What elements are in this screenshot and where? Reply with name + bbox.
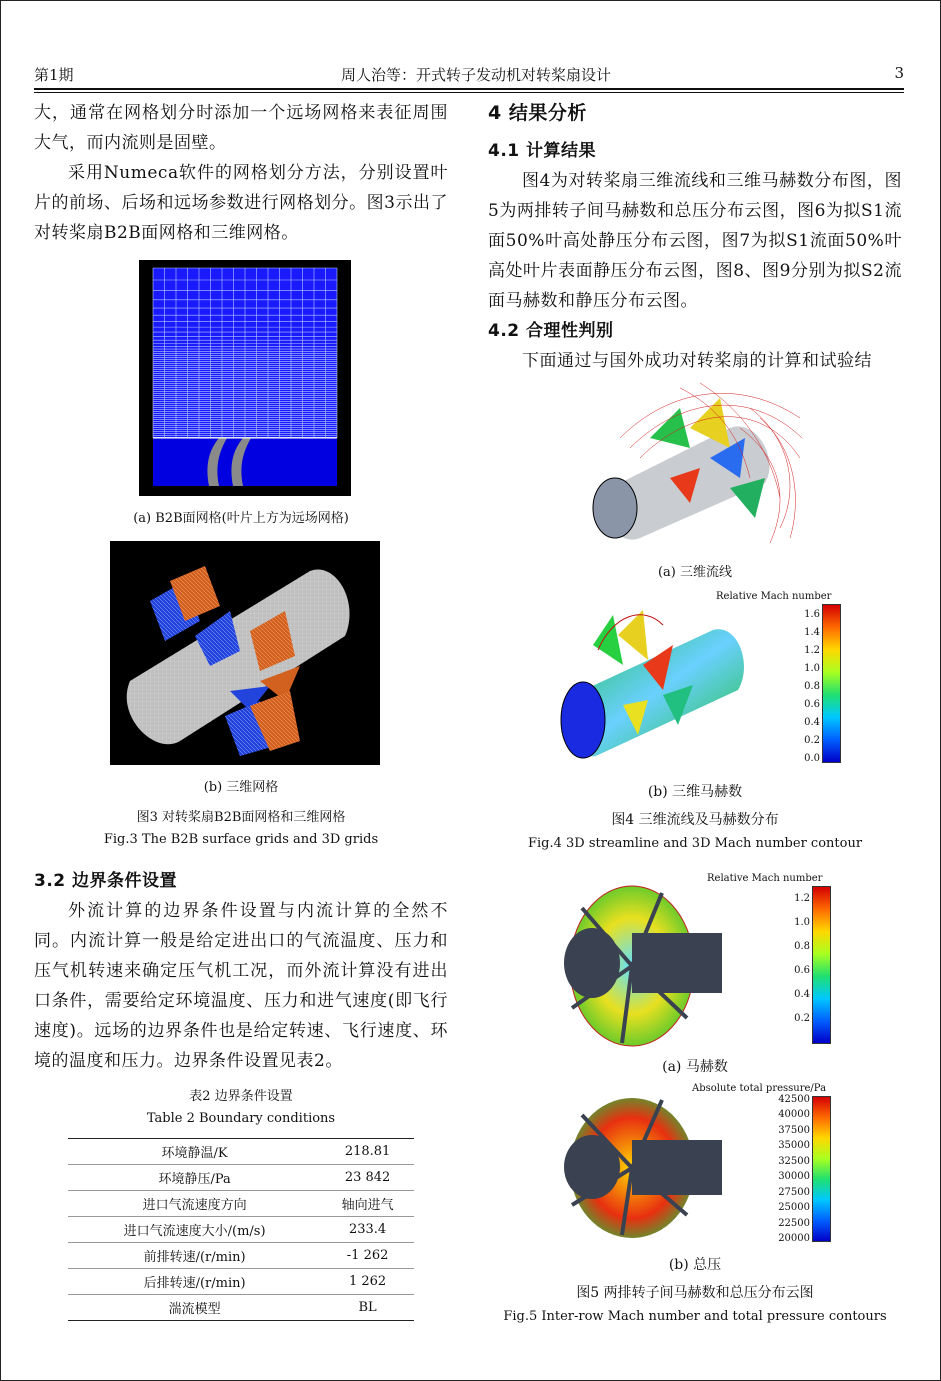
table-2-title-en: Table 2 Boundary conditions xyxy=(146,1111,336,1126)
colorbar-tick-label: 0.4 xyxy=(804,717,820,728)
table-row xyxy=(68,1269,414,1295)
figure-4-caption-cn: 图4 三维流线及马赫数分布 xyxy=(611,812,779,828)
right-column-top xyxy=(488,98,902,376)
table-cell: 进口气流速度方向 xyxy=(68,1191,321,1217)
table-cell: 进口气流速度大小/(m/s) xyxy=(68,1217,321,1243)
colorbar-tick-label: 1.4 xyxy=(804,627,820,638)
figure-4b-mach-contour xyxy=(553,605,753,765)
table-cell: BL xyxy=(321,1295,414,1321)
page-number: 3 xyxy=(894,64,904,82)
left-column-top xyxy=(34,98,448,248)
section-4-1-title: 4.1 计算结果 xyxy=(488,141,597,161)
section-3-2-title: 3.2 边界条件设置 xyxy=(34,871,178,891)
colorbar-tick-label: 1.6 xyxy=(804,609,820,620)
colorbar-tick-label: 32500 xyxy=(778,1155,810,1167)
figure-4a-streamlines xyxy=(580,378,806,550)
table-cell: 环境静压/Pa xyxy=(68,1165,321,1191)
colorbar-tick-label: 0.8 xyxy=(794,941,810,952)
boundary-conditions-table xyxy=(68,1138,414,1321)
colorbar-tick-label: 0.4 xyxy=(794,989,810,1000)
table-cell: 后排转速/(r/min) xyxy=(68,1269,321,1295)
fig5a-colorbar-title: Relative Mach number xyxy=(707,873,823,884)
fig5a-colorbar xyxy=(812,886,831,1044)
colorbar-tick-label: 40000 xyxy=(778,1109,810,1121)
colorbar-tick-label: 0.6 xyxy=(794,965,810,976)
table-row xyxy=(68,1191,414,1217)
colorbar-tick-label: 1.2 xyxy=(794,893,810,904)
table-cell: -1 262 xyxy=(321,1243,414,1269)
figure-4a-caption: (a) 三维流线 xyxy=(657,565,733,580)
issue-number: 第1期 xyxy=(34,66,74,84)
table-cell: 轴向进气 xyxy=(321,1191,414,1217)
table-row xyxy=(68,1139,414,1165)
colorbar-tick-label: 35000 xyxy=(778,1140,810,1152)
figure-3b-3d-grid xyxy=(110,541,380,765)
section-4-title: 4 结果分析 xyxy=(488,102,587,124)
colorbar-tick-label: 0.2 xyxy=(794,1013,810,1024)
streamline-image xyxy=(580,378,806,550)
table-cell: 218.81 xyxy=(321,1139,414,1165)
figure-3b-caption: (b) 三维网格 xyxy=(203,780,279,795)
colorbar-tick-label: 27500 xyxy=(778,1186,810,1198)
paragraph: 采用Numeca软件的网格划分方法，分别设置叶片的前场、后场和远场参数进行网格划分。图3示出了对转桨扇B2B面网格和三维网格。 xyxy=(34,163,448,243)
colorbar-tick-label: 1.0 xyxy=(804,663,820,674)
table-2 xyxy=(68,1138,414,1321)
inter-row-pressure-image xyxy=(562,1090,722,1240)
paragraph: 大，通常在网格划分时添加一个远场网格来表征周围大气，而内流则是固壁。 xyxy=(34,103,448,153)
colorbar-tick-label: 0.6 xyxy=(804,699,820,710)
inter-row-mach-image xyxy=(562,878,722,1048)
figure-5-caption-en: Fig.5 Inter-row Mach number and total pressure contours xyxy=(503,1309,887,1324)
figure-5-caption-cn: 图5 两排转子间马赫数和总压分布云图 xyxy=(576,1285,814,1301)
fig4b-colorbar-title: Relative Mach number xyxy=(716,591,832,602)
table-cell: 环境静温/K xyxy=(68,1139,321,1165)
section-4-2-title: 4.2 合理性判别 xyxy=(488,321,614,341)
colorbar-tick-label: 22500 xyxy=(778,1217,810,1229)
running-header xyxy=(34,64,904,86)
figure-5b-caption: (b) 总压 xyxy=(668,1257,722,1273)
header-rule-thin xyxy=(34,92,904,93)
table-cell: 前排转速/(r/min) xyxy=(68,1243,321,1269)
mach-contour-image xyxy=(553,605,753,765)
table-row xyxy=(68,1295,414,1321)
colorbar-tick-label: 1.2 xyxy=(804,645,820,656)
table-cell: 23 842 xyxy=(321,1165,414,1191)
table-row xyxy=(68,1243,414,1269)
figure-5a-caption: (a) 马赫数 xyxy=(662,1059,728,1075)
figure-4-caption-en: Fig.4 3D streamline and 3D Mach number contour xyxy=(527,836,863,851)
fig5b-colorbar xyxy=(812,1096,831,1242)
left-column-bottom xyxy=(34,866,448,1076)
paragraph: 图4为对转桨扇三维流线和三维马赫数分布图，图5为两排转子间马赫数和总压分布云图，图6为拟S1流面50%叶高处静压分布云图，图7为拟S1流面50%叶高处叶片表面静压分布云图，图8、图9分别为拟S2流面马赫数和静压分布云图。 xyxy=(488,171,902,311)
3d-grid-image xyxy=(110,541,380,765)
table-cell: 233.4 xyxy=(321,1217,414,1243)
figure-4b-caption: (b) 三维马赫数 xyxy=(647,784,743,800)
header-rule-thick xyxy=(34,88,904,90)
fig4b-colorbar xyxy=(822,604,841,763)
colorbar-tick-label: 0.8 xyxy=(804,681,820,692)
table-cell: 湍流模型 xyxy=(68,1295,321,1321)
paragraph: 下面通过与国外成功对转桨扇的计算和试验结 xyxy=(522,351,872,371)
table-row xyxy=(68,1217,414,1243)
fig5b-colorbar-title: Absolute total pressure/Pa xyxy=(692,1083,827,1094)
colorbar-tick-label: 0.2 xyxy=(804,735,820,746)
figure-5b-inter-row-total-pressure xyxy=(562,1090,722,1240)
figure-5a-inter-row-mach xyxy=(562,878,722,1048)
figure-3-caption-cn: 图3 对转桨扇B2B面网格和三维网格 xyxy=(136,810,346,825)
colorbar-tick-label: 42500 xyxy=(778,1094,810,1105)
paragraph: 外流计算的边界条件设置与内流计算的全然不同。内流计算一般是给定进出口的气流温度、压力和压气机转速来确定压气机工况，而外流计算没有进出口条件，需要给定环境温度、压力和进气速度(即飞行速度)。远场的边界条件也是给定转速、飞行速度、环境的温度和压力。边界条件设置见表2。 xyxy=(34,901,448,1071)
colorbar-tick-label: 25000 xyxy=(778,1202,810,1214)
colorbar-tick-label: 20000 xyxy=(778,1233,810,1244)
header-title: 周人治等：开式转子发动机对转桨扇设计 xyxy=(340,66,611,84)
colorbar-tick-label: 0.0 xyxy=(804,753,820,764)
figure-3a-b2b-grid xyxy=(139,260,351,496)
table-2-title-cn: 表2 边界条件设置 xyxy=(189,1089,293,1104)
colorbar-tick-label: 37500 xyxy=(778,1124,810,1136)
figure-3-caption-en: Fig.3 The B2B surface grids and 3D grids xyxy=(103,832,379,847)
figure-3a-caption: (a) B2B面网格(叶片上方为远场网格) xyxy=(133,511,349,526)
table-cell: 1 262 xyxy=(321,1269,414,1295)
colorbar-tick-label: 1.0 xyxy=(794,917,810,928)
b2b-grid-image xyxy=(139,260,351,496)
table-row xyxy=(68,1165,414,1191)
colorbar-tick-label: 30000 xyxy=(778,1171,810,1183)
